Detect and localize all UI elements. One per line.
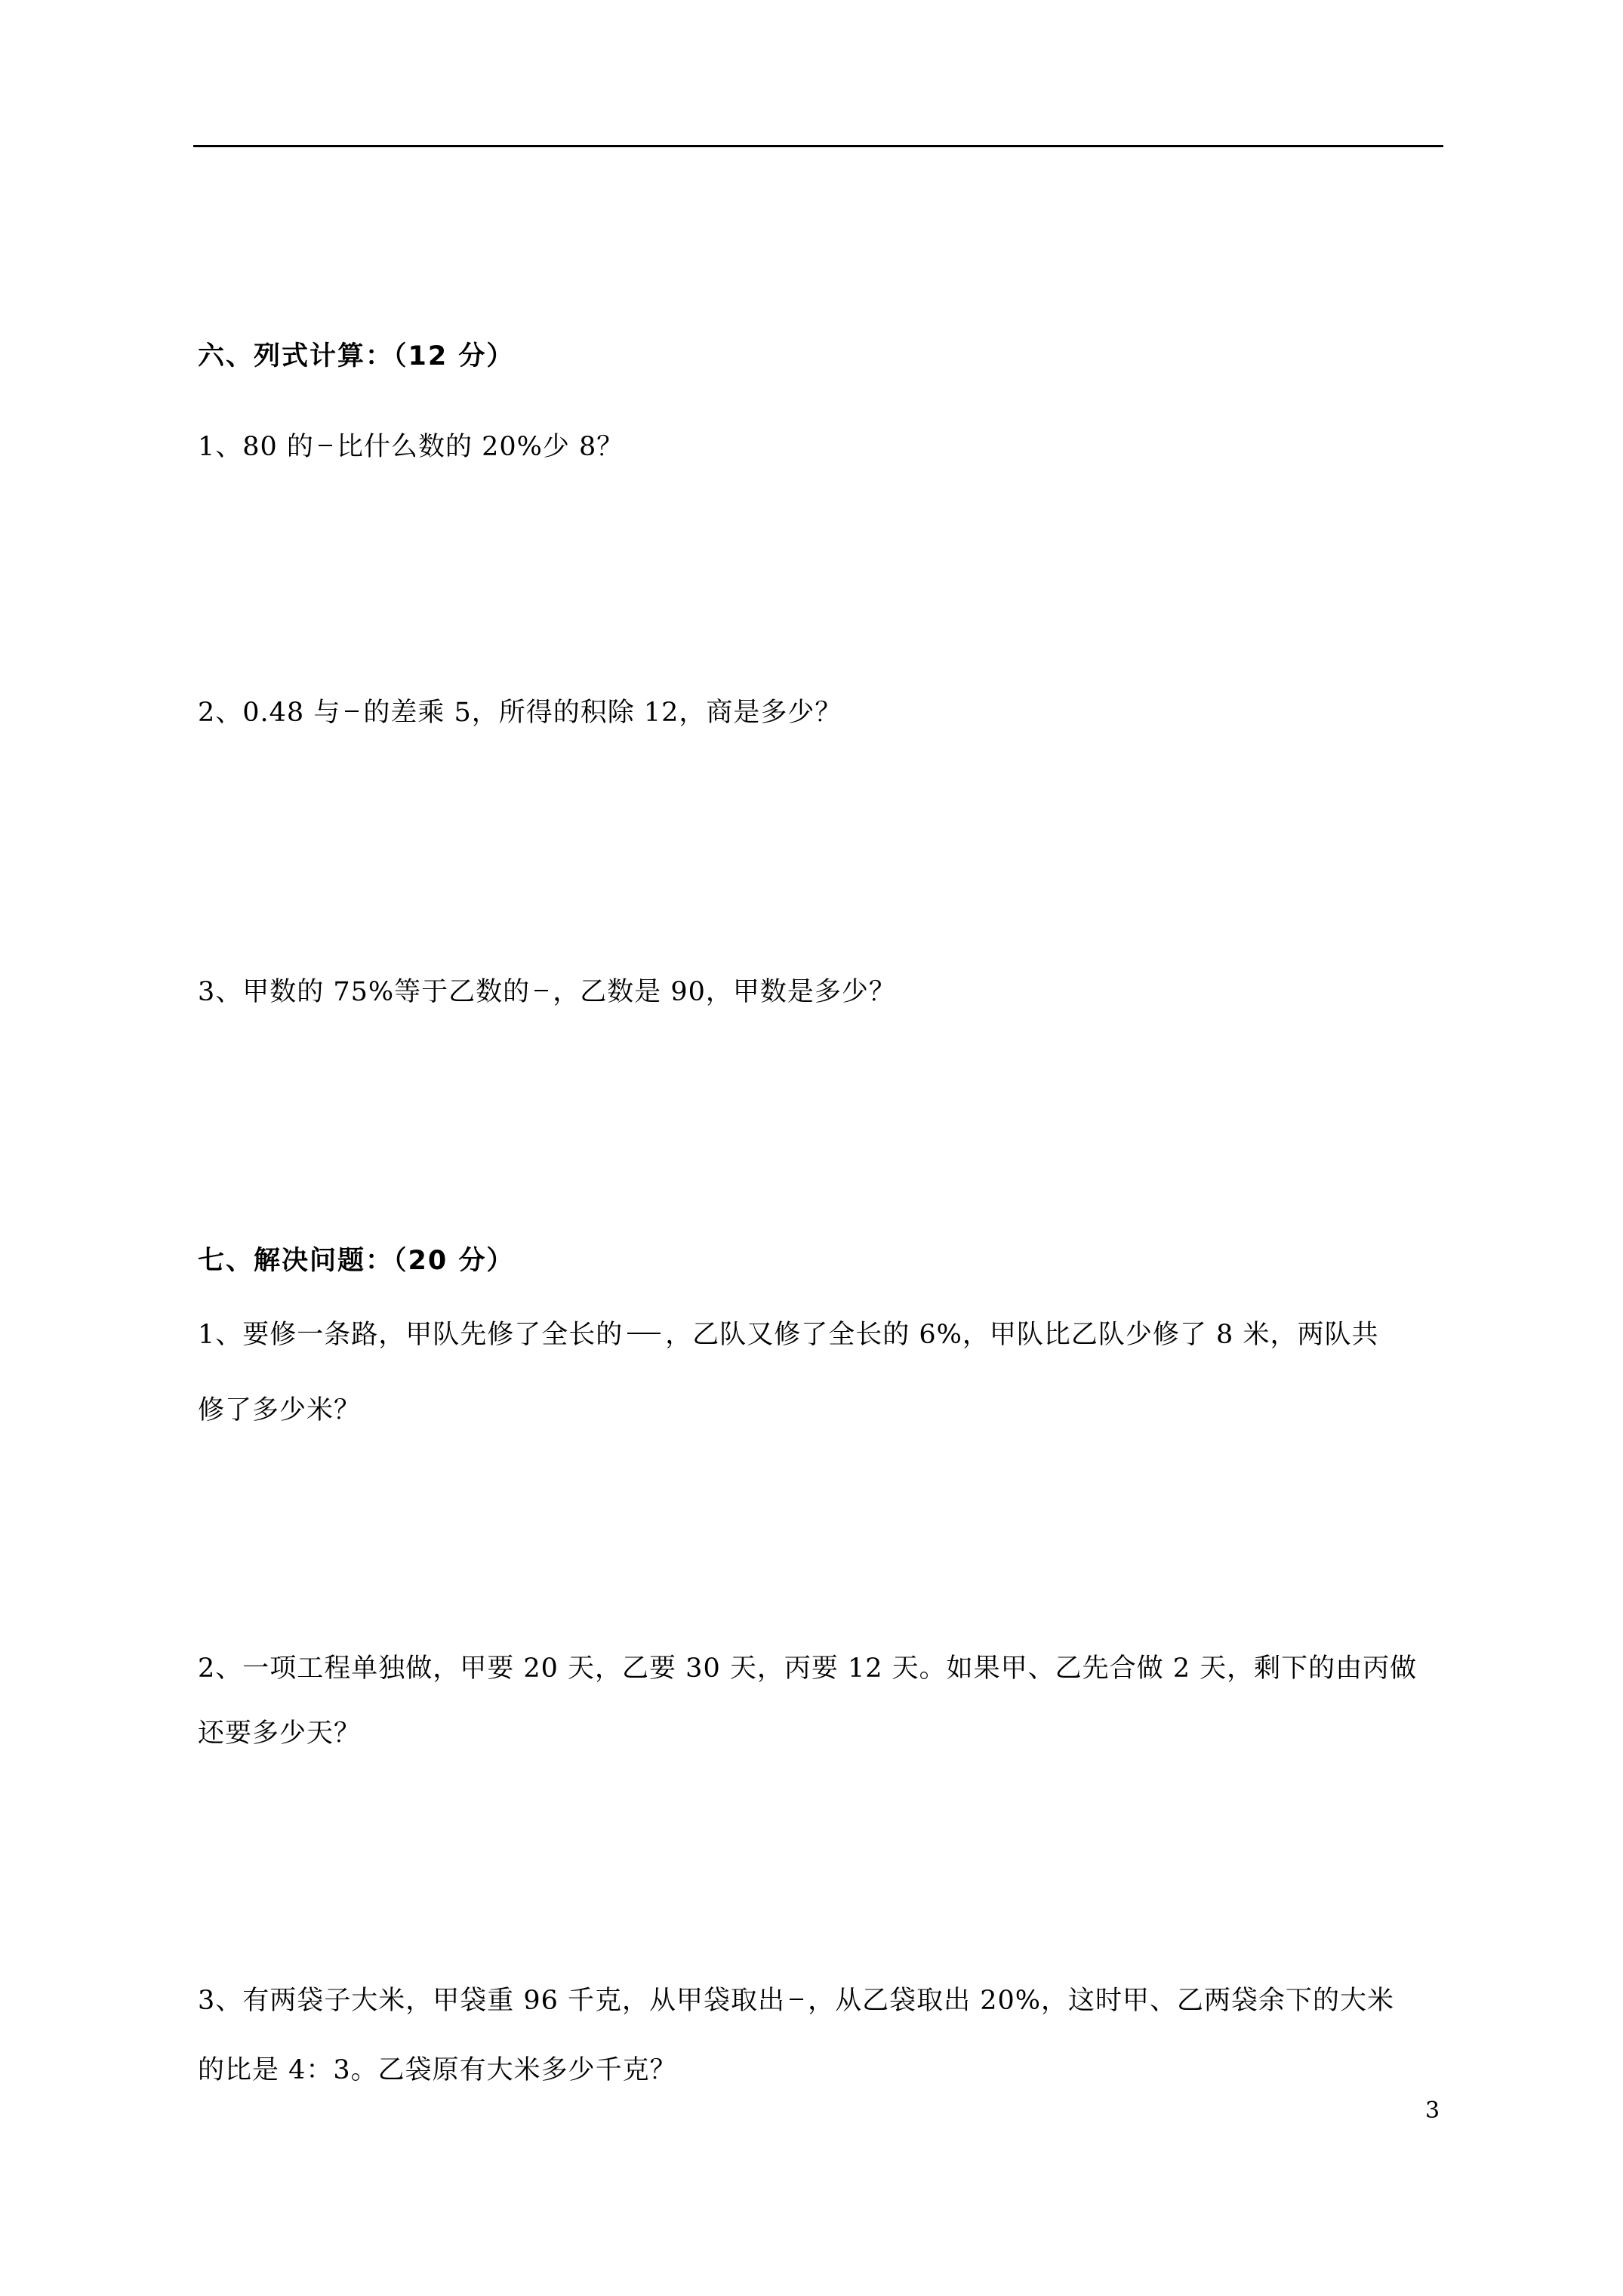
section-7-question-3-line-2: 的比是 4：3。乙袋原有大米多少千克？ bbox=[198, 2055, 677, 2085]
question-text: 2、0.48 与 bbox=[198, 698, 341, 728]
question-text: ，从乙袋取出 20%，这时甲、乙两袋余下的大米 bbox=[808, 1986, 1394, 2016]
question-text: ，乙队又修了全长的 6%，甲队比乙队少修了 8 米，两队共 bbox=[665, 1320, 1379, 1350]
question-text: 3、甲数的 75%等于乙数的 bbox=[198, 977, 531, 1007]
question-text: 1、要修一条路，甲队先修了全长的 bbox=[198, 1320, 624, 1350]
section-7-question-1 bbox=[198, 1320, 1378, 1350]
section-7-title: 七、解决问题：（20 分） bbox=[198, 1246, 515, 1276]
header-rule bbox=[193, 145, 1443, 147]
section-7-question-2-line-2: 还要多少天？ bbox=[198, 1718, 362, 1749]
question-text: 的差乘 5，所得的积除 12，商是多少？ bbox=[363, 698, 842, 728]
fraction-placeholder bbox=[319, 445, 332, 446]
question-text: ，乙数是 90，甲数是多少？ bbox=[553, 977, 896, 1007]
section-7-question-1-line-2: 修了多少米？ bbox=[198, 1395, 362, 1425]
section-7-question-3 bbox=[198, 1986, 1394, 2016]
fraction-placeholder bbox=[790, 1999, 803, 2000]
fraction-placeholder bbox=[345, 710, 359, 712]
section-6-question-1 bbox=[198, 432, 624, 462]
question-text: 1、80 的 bbox=[198, 432, 314, 462]
section-7-question-2: 2、一项工程单独做，甲要 20 天，乙要 30 天，丙要 12 天。如果甲、乙先合做 2 天，剩下的由丙做 bbox=[198, 1653, 1418, 1684]
section-6-title: 六、列式计算：（12 分） bbox=[198, 341, 515, 371]
page-number: 3 bbox=[1425, 2097, 1440, 2124]
section-6-question-3 bbox=[198, 977, 896, 1007]
fraction-placeholder bbox=[534, 990, 548, 991]
question-text: 比什么数的 20%少 8？ bbox=[336, 432, 624, 462]
question-text: 3、有两袋子大米，甲袋重 96 千克，从甲袋取出 bbox=[198, 1986, 786, 2016]
section-6-question-2 bbox=[198, 698, 842, 728]
fraction-placeholder bbox=[627, 1333, 661, 1334]
